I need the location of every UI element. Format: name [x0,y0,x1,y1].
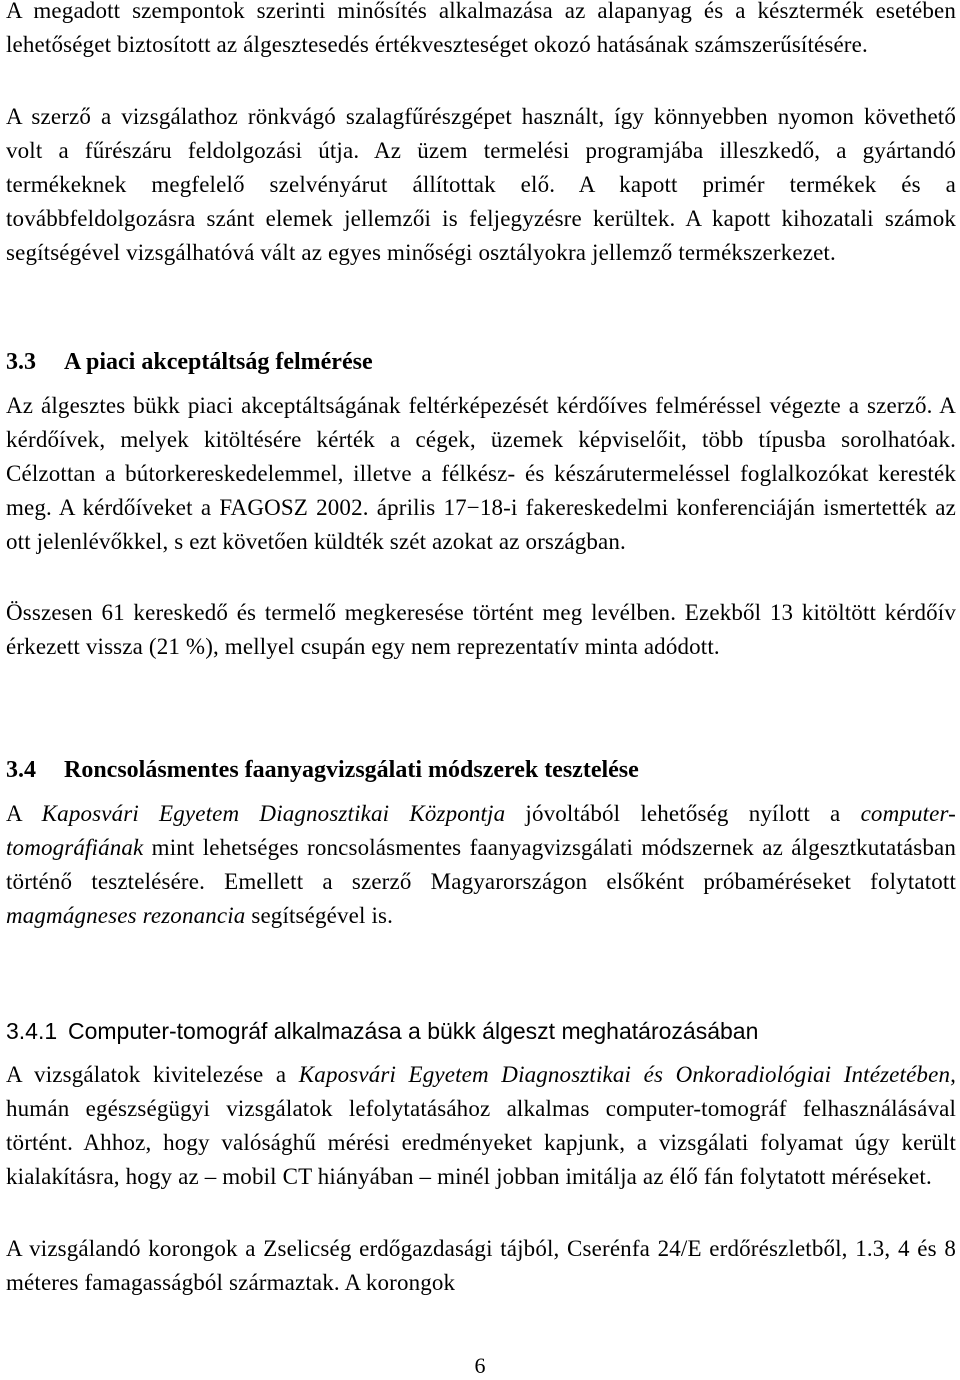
text-run: mint lehetséges roncsolásmentes faanyagvizsgálati módszernek az álgesztkutatásban történő tesztelésére. Emellett a szerző Magyarországon elsőként próbaméréseket folytatott [6,835,956,894]
section-heading-3-3 [6,347,373,377]
italic-run: Kaposvári Egyetem Diagnosztikai Központja [41,801,506,826]
italic-run: computer-tomográfiának [6,801,956,860]
paragraph-szalagfureszgep: A szerző a vizsgálathoz rönkvágó szalagfűrészgépet használt, így könnyebben nyomon követhető volt a fűrészáru feldolgozási útja. Az üzem termelési programjába illeszkedő, a gyártandó termékeknek megfelelő szelvényárut állítottak elő. A kapott primér termékek és a továbbfeldolgozásra szánt elemek jellemzői is feljegyzésre kerültek. A kapott kihozatali számok segítségével vizsgálhatóvá vált az egyes minőségi osztályokra jellemző termékszerkezet. [6,104,956,265]
section-title: Computer-tomográf alkalmazása a bükk álgeszt meghatározásában [68,1018,759,1044]
italic-run: Kaposvári Egyetem Diagnosztikai és Onkoradiológiai Intézetében, [298,1062,956,1087]
paragraph-vizsgalatok-kivitelezese [6,1058,956,1194]
paragraph-kerdoives-felmeres: Az álgesztes bükk piaci akceptáltságának feltérképezését kérdőíves felméréssel végezte a szerző. A kérdőívek, melyek kitöltésére kérték a cégek, üzemek képviselőit, több típusba sorolhatóak. Célzottan a bútorkereskedelemmel, illetve a félkész- és készárutermeléssel foglalkozókat keresték meg. A kérdőíveket a FAGOSZ 2002. április 17−18-i fakereskedelmi konferenciáján ismertették az ott jelenlévőkkel, s ezt követően küldték szét azokat az országban. [6,393,956,554]
text-run: segítségével is. [245,903,393,928]
page-number: 6 [474,1353,486,1378]
text-run: humán egészségügyi vizsgálatok lefolytatásához alkalmas computer-tomográf felhasználásával történt. Ahhoz, hogy valósághű mérési eredményeket kapjunk, a vizsgálati folyamat úgy került kialakításra, hogy az – mobil CT hiányában – minél jobban imitálja az élő fán folytatott méréseket. [6,1096,956,1189]
section-heading-3-4 [6,755,639,785]
section-number: 3.4 [6,757,36,783]
italic-run: magmágneses rezonancia [6,903,246,928]
section-number: 3.4.1 [6,1018,58,1044]
paragraph-minosites: A megadott szempontok szerinti minősítés alkalmazása az alapanyag és a késztermék esetében lehetőséget biztosított az álgesztesedés értékveszteséget okozó hatásának számszerűsítésére. [6,0,956,57]
paragraph-osszesen: Összesen 61 kereskedő és termelő megkeresése történt meg levélben. Ezekből 13 kitöltött kérdőív érkezett vissza (21 %), mellyel csupán egy nem reprezentatív minta adódott. [6,600,956,659]
text-run: jóvoltából lehetőség nyílott a [505,801,861,826]
section-title: Roncsolásmentes faanyagvizsgálati módszerek tesztelése [64,757,639,783]
text-run: A vizsgálatok kivitelezése a [6,1062,299,1087]
paragraph-korongok: A vizsgálandó korongok a Zselicség erdőgazdasági tájból, Cserénfa 24/E erdőrészletből, 1.3, 4 és 8 méteres famagasságból származtak. A korongok [6,1236,956,1295]
section-heading-3-4-1 [6,1016,758,1046]
paragraph-kaposvari-egyetem [6,797,956,933]
text-run: A [6,801,42,826]
section-number: 3.3 [6,349,36,375]
section-title: A piaci akceptáltság felmérése [64,349,373,375]
